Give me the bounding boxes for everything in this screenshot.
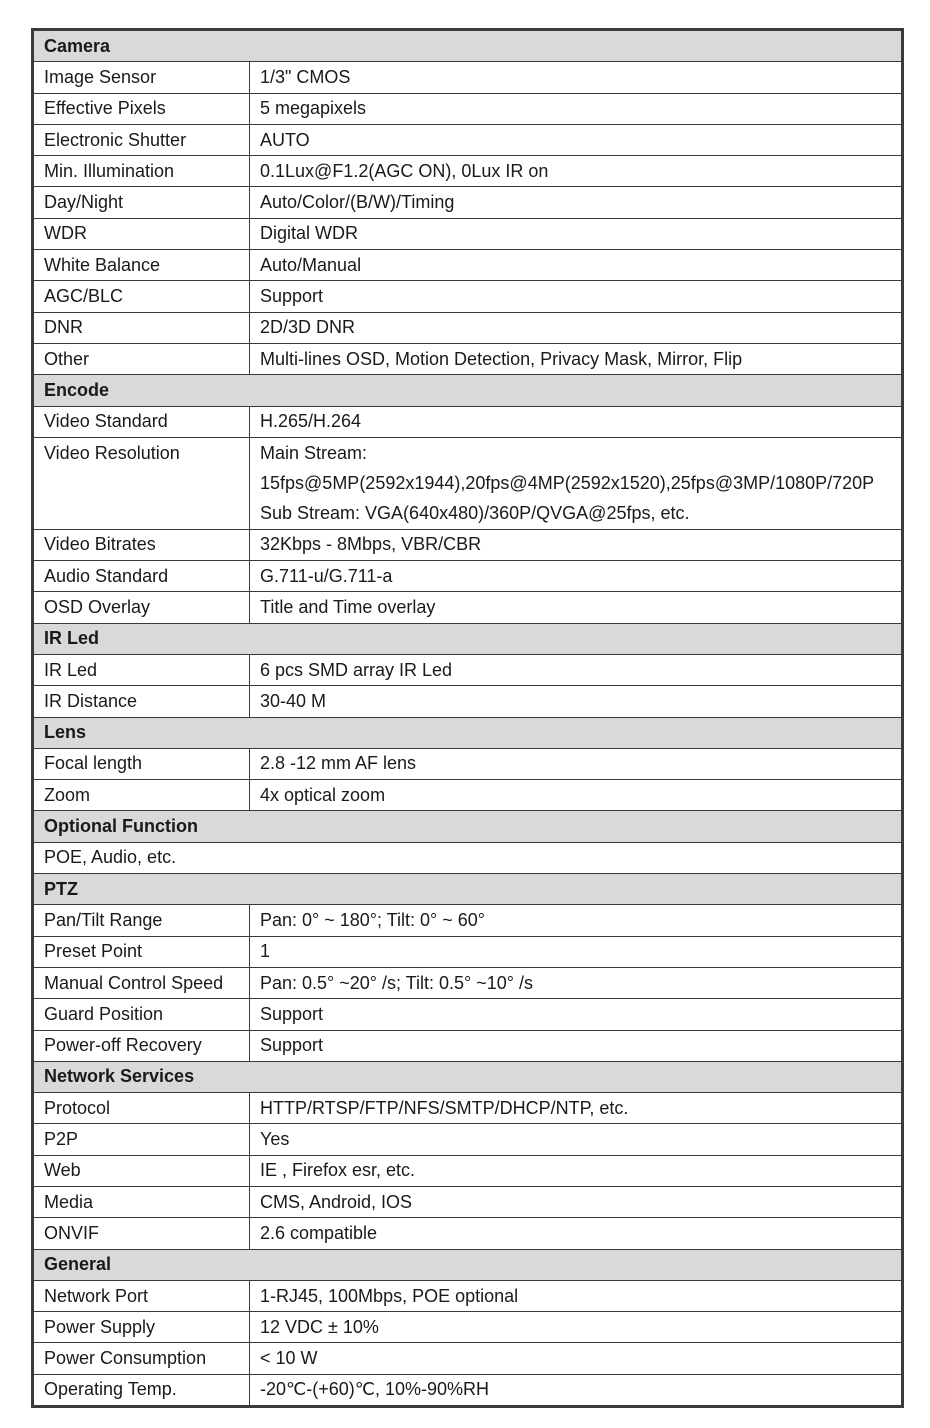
section-header-encode [34,375,902,406]
table-row [34,437,902,529]
spec-value: Support [250,999,902,1030]
table-row [34,218,902,249]
table-row [34,561,902,592]
spec-value: 2.8 -12 mm AF lens [250,748,902,779]
spec-label: Power Supply [34,1312,250,1343]
table-row [34,1030,902,1061]
spec-label: P2P [34,1124,250,1155]
spec-label: Network Port [34,1280,250,1311]
table-row [34,187,902,218]
spec-label: Image Sensor [34,62,250,93]
section-header-general [34,1249,902,1280]
spec-value: Support [250,1030,902,1061]
spec-label: White Balance [34,250,250,281]
section-header-camera [34,31,902,62]
table-row [34,936,902,967]
table-row [34,281,902,312]
spec-label: IR Led [34,654,250,685]
spec-value: 5 megapixels [250,93,902,124]
table-row [34,748,902,779]
table-row [34,124,902,155]
spec-label: Web [34,1155,250,1186]
spec-label: Media [34,1186,250,1217]
spec-label: Video Standard [34,406,250,437]
spec-label: Electronic Shutter [34,124,250,155]
spec-value: Pan: 0.5° ~20° /s; Tilt: 0.5° ~10° /s [250,967,902,998]
spec-label: Zoom [34,780,250,811]
table-row [34,999,902,1030]
spec-value: 2.6 compatible [250,1218,902,1249]
spec-value: Auto/Manual [250,250,902,281]
spec-value: Pan: 0° ~ 180°; Tilt: 0° ~ 60° [250,905,902,936]
section-title: General [34,1249,902,1280]
spec-label: Power Consumption [34,1343,250,1374]
spec-value: 2D/3D DNR [250,312,902,343]
spec-value-line: 15fps@5MP(2592x1944),20fps@4MP(2592x1520),25fps@3MP/1080P/720P [260,473,875,494]
spec-label: Audio Standard [34,561,250,592]
spec-table-body [34,31,902,1406]
table-row [34,654,902,685]
spec-label: IR Distance [34,686,250,717]
spec-label: Focal length [34,748,250,779]
spec-value: 1/3" CMOS [250,62,902,93]
spec-value: H.265/H.264 [250,406,902,437]
table-row [34,1312,902,1343]
spec-label: Other [34,343,250,374]
spec-value: < 10 W [250,1343,902,1374]
table-row [34,250,902,281]
section-header-ptz [34,874,902,905]
table-row [34,62,902,93]
table-row [34,529,902,560]
table-row [34,1186,902,1217]
table-row [34,312,902,343]
spec-label: Video Bitrates [34,529,250,560]
spec-label: Power-off Recovery [34,1030,250,1061]
section-title: Camera [34,31,902,62]
spec-sheet [31,28,904,1408]
table-row [34,842,902,873]
spec-value: -20℃-(+60)℃, 10%-90%RH [250,1374,902,1405]
spec-value: Multi-lines OSD, Motion Detection, Privacy Mask, Mirror, Flip [250,343,902,374]
spec-label: WDR [34,218,250,249]
table-row [34,1374,902,1405]
spec-value: G.711-u/G.711-a [250,561,902,592]
spec-value: Digital WDR [250,218,902,249]
spec-value: 6 pcs SMD array IR Led [250,654,902,685]
spec-table [33,30,902,1406]
spec-value: AUTO [250,124,902,155]
section-header-lens [34,717,902,748]
table-row [34,1343,902,1374]
section-header-network-services [34,1061,902,1092]
table-row [34,1155,902,1186]
spec-value: Title and Time overlay [250,592,902,623]
spec-value: 30-40 M [250,686,902,717]
spec-value: 4x optical zoom [250,780,902,811]
spec-value: 1-RJ45, 100Mbps, POE optional [250,1280,902,1311]
table-row [34,592,902,623]
section-header-ir-led [34,623,902,654]
table-row [34,686,902,717]
spec-value: Support [250,281,902,312]
spec-value-line: Main Stream: [260,442,368,463]
table-row [34,406,902,437]
section-title: IR Led [34,623,902,654]
table-row [34,905,902,936]
spec-value: 0.1Lux@F1.2(AGC ON), 0Lux IR on [250,156,902,187]
table-row [34,93,902,124]
spec-label: Preset Point [34,936,250,967]
section-title: PTZ [34,874,902,905]
spec-label: OSD Overlay [34,592,250,623]
table-row [34,1093,902,1124]
spec-label: Pan/Tilt Range [34,905,250,936]
spec-label: Manual Control Speed [34,967,250,998]
spec-value: 32Kbps - 8Mbps, VBR/CBR [250,529,902,560]
section-title: Network Services [34,1061,902,1092]
section-title: Encode [34,375,902,406]
spec-label: Day/Night [34,187,250,218]
spec-label: Video Resolution [34,437,250,529]
spec-label: DNR [34,312,250,343]
section-title: Optional Function [34,811,902,842]
spec-value: 1 [250,936,902,967]
spec-label: Guard Position [34,999,250,1030]
section-title: Lens [34,717,902,748]
table-row [34,156,902,187]
spec-value: Auto/Color/(B/W)/Timing [250,187,902,218]
spec-label: Min. Illumination [34,156,250,187]
table-row [34,1124,902,1155]
section-header-optional-function [34,811,902,842]
spec-value: 12 VDC ± 10% [250,1312,902,1343]
spec-value: IE , Firefox esr, etc. [250,1155,902,1186]
spec-value [250,437,902,529]
table-row [34,967,902,998]
table-row [34,1218,902,1249]
spec-label: Effective Pixels [34,93,250,124]
spec-value: HTTP/RTSP/FTP/NFS/SMTP/DHCP/NTP, etc. [250,1093,902,1124]
table-row [34,1280,902,1311]
table-row [34,780,902,811]
spec-label: Protocol [34,1093,250,1124]
spec-label: AGC/BLC [34,281,250,312]
spec-value: CMS, Android, IOS [250,1186,902,1217]
full-row-value: POE, Audio, etc. [34,842,902,873]
spec-label: Operating Temp. [34,1374,250,1405]
table-row [34,343,902,374]
spec-value: Yes [250,1124,902,1155]
spec-label: ONVIF [34,1218,250,1249]
spec-value-line: Sub Stream: VGA(640x480)/360P/QVGA@25fps, etc. [260,503,690,524]
